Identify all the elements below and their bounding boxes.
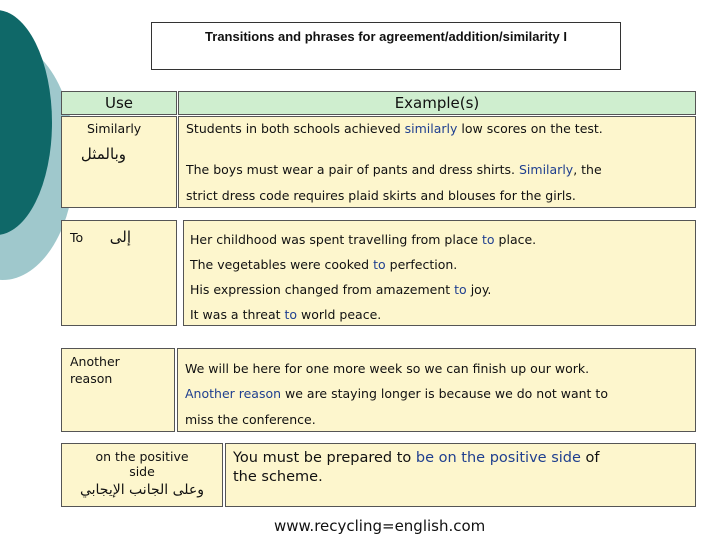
highlight-text: to: [454, 282, 467, 297]
highlight-text: to: [482, 232, 495, 247]
example-line: It was a threat to world peace.: [190, 307, 382, 322]
row-another-reason-examples-cell: [177, 348, 696, 432]
highlight-text: to: [284, 307, 298, 322]
row-positive-side-examples-cell: [225, 443, 696, 507]
highlight-text: Another reason: [185, 386, 282, 401]
term-similarly: Similarly: [87, 121, 142, 136]
example-line: Students in both schools achieved similarly low scores on the test.: [186, 121, 603, 136]
row-similarly-use-cell: [61, 116, 177, 208]
example-line: His expression changed from amazement to joy.: [190, 282, 492, 297]
example-line: The vegetables were cooked to perfection.: [190, 257, 458, 272]
example-line: Her childhood was spent travelling from place to place.: [190, 232, 537, 247]
row-to-examples-cell: [183, 220, 696, 326]
arabic-similarly: وبالمثل: [80, 145, 126, 163]
row-to-use-cell: [61, 220, 177, 326]
arabic-to: إلى: [109, 228, 131, 246]
slide-title: Transitions and phrases for agreement/addition/similarity I: [151, 22, 621, 70]
header-use-label: Use: [104, 94, 134, 112]
highlight-text: Similarly: [518, 162, 574, 177]
highlight-text: to: [373, 257, 386, 272]
header-examples-cell: [178, 91, 696, 115]
example-line: strict dress code requires plaid skirts and blouses for the girls.: [186, 188, 576, 203]
highlight-text: be on the positive side: [415, 450, 581, 466]
example-line: The boys must wear a pair of pants and dress shirts. Similarly, the: [186, 162, 602, 177]
term-positive-line2: side: [129, 464, 155, 479]
example-line: We will be here for one more week so we can finish up our work.: [185, 361, 590, 376]
row-another-reason-use-cell: [61, 348, 175, 432]
row-positive-side-use-cell: [61, 443, 223, 507]
example-line: miss the conference.: [185, 412, 316, 427]
term-another-line2: reason: [70, 371, 113, 386]
footer-url: www.recycling=english.com: [274, 517, 486, 535]
decorative-circle-dark: [0, 10, 52, 235]
term-positive-line1: on the positive: [95, 449, 189, 464]
example-line: You must be prepared to be on the positive side of: [233, 450, 600, 466]
highlight-text: similarly: [404, 121, 458, 136]
header-use-cell: [61, 91, 177, 115]
term-another-line1: Another: [70, 354, 120, 369]
term-to: To: [70, 230, 84, 245]
header-examples-label: Example(s): [394, 94, 480, 112]
row-similarly-examples-cell: [178, 116, 696, 208]
arabic-positive-side: وعلى الجانب الإيجابي: [79, 482, 205, 498]
example-line: the scheme.: [233, 469, 323, 485]
example-line: Another reason we are staying longer is because we do not want to: [185, 386, 608, 401]
